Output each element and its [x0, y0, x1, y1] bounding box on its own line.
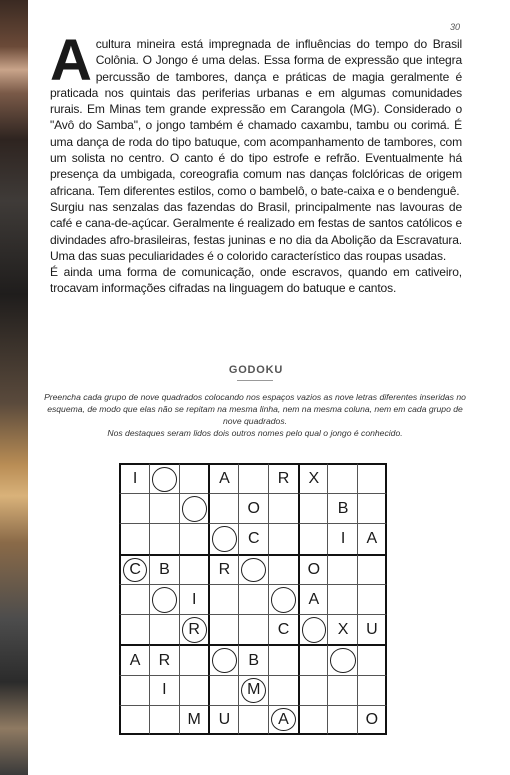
grid-cell-r2-c4: [238, 523, 268, 554]
grid-letter: C: [129, 561, 141, 579]
page-number: 30: [450, 22, 461, 32]
instructions-text: Preencha cada grupo de nove quadrados colocando nos espaços vazios as nove letras diferentes inseridas no esquema, de modo que elas não se repitam na mesma linha, nem na mesma coluna, nem em cada grupo de nove quadrados.: [44, 392, 466, 426]
grid-letter: B: [337, 500, 349, 518]
grid-cell-r5-c5: [268, 614, 298, 645]
puzzle-instructions: [44, 392, 466, 440]
grid-cell-r7-c2[interactable]: [179, 675, 209, 706]
grid-cell-r1-c4: [238, 493, 268, 524]
article-paragraph-3: É ainda uma forma de comunicação, onde escravos, quando em cativeiro, trocavam informações cifradas na linguagem do batuque e cantos.: [50, 265, 462, 296]
highlight-circle: [152, 467, 177, 492]
grid-cell-r2-c3[interactable]: [208, 523, 238, 554]
instructions-highlight-note: Nos destaques seram lidos dois outros nomes pelo qual o jongo é conhecido.: [107, 427, 403, 438]
drop-cap: A: [50, 28, 92, 93]
grid-cell-r3-c4[interactable]: [238, 554, 268, 585]
grid-cell-r2-c0[interactable]: [119, 523, 149, 554]
article-paragraph-1: [50, 28, 462, 199]
grid-cell-r7-c4: [238, 675, 268, 706]
grid-cell-r6-c0: [119, 644, 149, 675]
highlight-circle: [330, 648, 355, 673]
grid-cell-r8-c0[interactable]: [119, 705, 149, 736]
grid-letter: B: [248, 651, 260, 669]
grid-cell-r4-c0[interactable]: [119, 584, 149, 615]
grid-cell-r4-c6: [298, 584, 328, 615]
grid-cell-r4-c1[interactable]: [149, 584, 179, 615]
grid-cell-r8-c5: [268, 705, 298, 736]
grid-letter: B: [159, 561, 170, 579]
grid-letter: M: [247, 681, 261, 699]
grid-cell-r8-c1[interactable]: [149, 705, 179, 736]
grid-letter: I: [162, 681, 167, 699]
highlight-circle: [182, 496, 207, 522]
grid-cell-r4-c5[interactable]: [268, 584, 298, 615]
grid-cell-r3-c6: [298, 554, 328, 585]
grid-cell-r0-c0: [119, 463, 149, 494]
grid-cell-r1-c7: [327, 493, 357, 524]
grid-cell-r7-c3[interactable]: [208, 675, 238, 706]
grid-cell-r5-c3[interactable]: [208, 614, 238, 645]
grid-letter: C: [247, 530, 260, 548]
title-underline: [237, 380, 273, 381]
highlight-circle: [152, 587, 177, 613]
grid-cell-r1-c0[interactable]: [119, 493, 149, 524]
grid-cell-r5-c1[interactable]: [149, 614, 179, 645]
grid-cell-r7-c7[interactable]: [327, 675, 357, 706]
grid-cell-r8-c6[interactable]: [298, 705, 328, 736]
article-body: [50, 28, 462, 297]
grid-cell-r6-c6[interactable]: [298, 644, 328, 675]
godoku-grid[interactable]: [119, 463, 387, 735]
grid-cell-r1-c8[interactable]: [357, 493, 387, 524]
grid-cell-r7-c1: [149, 675, 179, 706]
grid-letter: X: [337, 620, 349, 638]
grid-cell-r7-c6[interactable]: [298, 675, 328, 706]
grid-letter: U: [218, 710, 231, 728]
grid-cell-r5-c7: [327, 614, 357, 645]
grid-letter: O: [365, 710, 379, 728]
grid-cell-r2-c2[interactable]: [179, 523, 209, 554]
grid-letter: R: [158, 651, 171, 669]
grid-letter: A: [308, 590, 320, 608]
grid-cell-r4-c4[interactable]: [238, 584, 268, 615]
grid-letter: R: [277, 470, 290, 488]
grid-cell-r0-c8[interactable]: [357, 463, 387, 494]
grid-cell-r7-c8[interactable]: [357, 675, 387, 706]
grid-letter: I: [132, 470, 138, 488]
grid-cell-r3-c5[interactable]: [268, 554, 298, 585]
grid-cell-r3-c2[interactable]: [179, 554, 209, 585]
grid-cell-r1-c3[interactable]: [208, 493, 238, 524]
grid-cell-r2-c5[interactable]: [268, 523, 298, 554]
grid-cell-r7-c0[interactable]: [119, 675, 149, 706]
grid-letter: O: [307, 561, 321, 579]
grid-cell-r0-c4[interactable]: [238, 463, 268, 494]
grid-cell-r5-c6[interactable]: [298, 614, 328, 645]
grid-cell-r0-c6: [298, 463, 328, 494]
grid-cell-r8-c2: [179, 705, 209, 736]
grid-letter: X: [308, 470, 320, 488]
side-photo-strip: [0, 0, 28, 775]
grid-cell-r1-c5[interactable]: [268, 493, 298, 524]
grid-letter: R: [188, 620, 200, 638]
grid-cell-r0-c1[interactable]: [149, 463, 179, 494]
grid-letter: R: [218, 561, 231, 579]
grid-cell-r8-c3: [208, 705, 238, 736]
highlight-circle: [302, 617, 326, 643]
grid-cell-r6-c8[interactable]: [357, 644, 387, 675]
grid-cell-r0-c7[interactable]: [327, 463, 357, 494]
grid-cell-r6-c3[interactable]: [208, 644, 238, 675]
grid-cell-r1-c1[interactable]: [149, 493, 179, 524]
grid-cell-r2-c1[interactable]: [149, 523, 179, 554]
grid-cell-r3-c1: [149, 554, 179, 585]
grid-cell-r0-c2[interactable]: [179, 463, 209, 494]
grid-cell-r3-c7[interactable]: [327, 554, 357, 585]
grid-letter: A: [366, 530, 378, 548]
grid-cell-r6-c7[interactable]: [327, 644, 357, 675]
grid-letter: U: [366, 620, 378, 638]
grid-cell-r8-c4[interactable]: [238, 705, 268, 736]
highlight-circle: [212, 526, 236, 552]
grid-cell-r2-c7: [327, 523, 357, 554]
grid-cell-r5-c0[interactable]: [119, 614, 149, 645]
grid-cell-r2-c8: [357, 523, 387, 554]
grid-cell-r6-c1: [149, 644, 179, 675]
grid-letter: I: [191, 590, 197, 608]
grid-cell-r4-c3[interactable]: [208, 584, 238, 615]
grid-cell-r1-c6[interactable]: [298, 493, 328, 524]
article-paragraph-1-text: cultura mineira está impregnada de influências do tempo do Brasil Colônia. O Jongo é uma delas. Essa forma de expressão que integra percussão de tambores, dança e práticas de magia geralmente é praticada nos quintais das periferias urbanas e em algumas comunidades rurais. Em Minas tem grande expressão em Carangola (MG). Considerado o "Avô do Samba", o jongo também é chamado caxambu, tambu ou corimá. É uma dança de roda do tipo batuque, com acompanhamento de tambores, com um solista no centro. O canto é do tipo estrofe e refrão. Eventualmente há presença da umbigada, coreografia comum nas danças folclóricas de origem africana. Tem diferentes estilos, como o bambelô, o bate-caixa e o bendenguê.: [50, 37, 462, 198]
grid-cell-r3-c0: [119, 554, 149, 585]
grid-cell-r2-c6[interactable]: [298, 523, 328, 554]
grid-cell-r3-c3: [208, 554, 238, 585]
grid-letter: O: [247, 500, 260, 518]
grid-cell-r5-c8: [357, 614, 387, 645]
grid-letter: C: [277, 620, 290, 638]
grid-letter: A: [219, 470, 230, 488]
article-paragraph-2: Surgiu nas senzalas das fazendas do Brasil, principalmente nas lavouras de café e cana-de-açúcar. Geralmente é realizado em festas de santos católicos e divindades afro-brasileiras, festas juninas e no dia da Abolição da Escravatura. Uma das suas peculiaridades é o colorido característico das roupas usadas.: [50, 199, 462, 263]
highlight-circle: [271, 587, 296, 613]
grid-cell-r5-c2: [179, 614, 209, 645]
grid-cell-r3-c8[interactable]: [357, 554, 387, 585]
grid-cell-r6-c4: [238, 644, 268, 675]
grid-cell-r7-c5[interactable]: [268, 675, 298, 706]
grid-cell-r6-c2[interactable]: [179, 644, 209, 675]
grid-cell-r4-c2: [179, 584, 209, 615]
grid-cell-r5-c4[interactable]: [238, 614, 268, 645]
grid-cell-r8-c8: [357, 705, 387, 736]
grid-letter: I: [340, 530, 346, 548]
grid-letter: M: [187, 710, 201, 728]
grid-letter: A: [129, 651, 141, 669]
grid-cell-r4-c8[interactable]: [357, 584, 387, 615]
grid-cell-r1-c2[interactable]: [179, 493, 209, 524]
highlight-circle: [241, 558, 266, 583]
puzzle-title: GODOKU: [228, 364, 284, 376]
grid-cell-r8-c7[interactable]: [327, 705, 357, 736]
grid-cell-r4-c7[interactable]: [327, 584, 357, 615]
grid-cell-r6-c5[interactable]: [268, 644, 298, 675]
highlight-circle: [212, 648, 236, 673]
grid-letter: A: [278, 710, 289, 728]
grid-cell-r0-c5: [268, 463, 298, 494]
grid-cell-r0-c3: [208, 463, 238, 494]
